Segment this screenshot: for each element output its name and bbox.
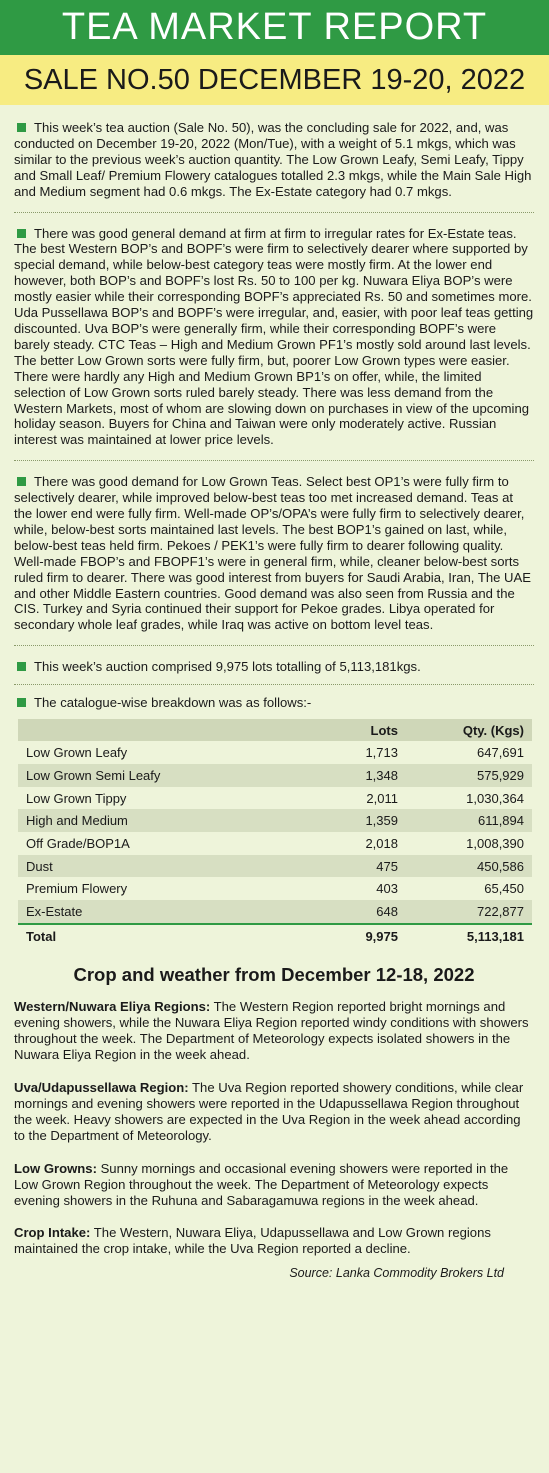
header-lots: Lots — [280, 719, 406, 741]
square-bullet-icon — [17, 477, 26, 486]
table-header-row — [18, 719, 532, 741]
square-bullet-icon — [17, 123, 26, 132]
dotted-divider — [14, 212, 534, 213]
table-total-row: Total 9,975 5,113,181 — [18, 924, 532, 948]
header-qty: Qty. (Kgs) — [406, 719, 532, 741]
table-row: High and Medium 1,359 611,894 — [18, 809, 532, 832]
crop-weather-heading: Crop and weather from December 12-18, 2022 — [73, 964, 475, 986]
table-row: Low Grown Semi Leafy 1,348 575,929 — [18, 764, 532, 787]
table-row: Ex-Estate 648 722,877 — [18, 900, 532, 924]
paragraph-low-grown: There was good demand for Low Grown Teas. Select best OP1’s were fully firm to selectively dearer, while improved below-best teas too met increased demand. Teas at the lower end were fully firm. Well-made OP’s/OPA’s were fully firm to selectively dearer, while, below-best sorts maintained last levels. The best BOP1’s gained on last, while, below-best teas held firm. Pekoes / PEK1’s were fully firm to dearer following quality. Well-made FBOP’s and FBOPF1’s were in general firm, while, cleaner below-best sorts ruled firm to dearer. There was good interest from buyers for Saudi Arabia, Iran, The UAE and other Middle Eastern countries. Good demand was also seen from Russia and the CIS. Turkey and Syria continued their support for Pekoe grades. Libya operated for secondary whole leaf grades, while Iraq was active on bottom level teas. — [14, 474, 531, 633]
table-row: Low Grown Tippy 2,011 1,030,364 — [26, 790, 524, 806]
auction-summary: This week’s auction comprised 9,975 lots totalling of 5,113,181kgs. — [14, 659, 534, 675]
catalogue-breakdown-table — [18, 719, 532, 947]
sale-subtitle: SALE NO.50 DECEMBER 19-20, 2022 — [0, 55, 549, 105]
table-row: Dust 475 450,586 — [18, 855, 532, 878]
dotted-divider — [14, 460, 534, 461]
square-bullet-icon — [17, 229, 26, 238]
table-row: Premium Flowery 403 65,450 — [26, 881, 524, 897]
paragraph-ex-estate: There was good general demand at firm at firm to irregular rates for Ex-Estate teas. The best Western BOP’s and BOPF’s were firm to selectively dearer where supported by special demand, while below-best category teas were mostly firm. At the lower end however, both BOP’s and BOPF’s lost Rs. 50 to 100 per kg. Nuwara Eliya BOP’s were mostly easier while their corresponding BOPF’s appreciated Rs. 50 and sometimes more. Uda Pussellawa BOP’s and BOPF’s were irregular, and, easier, with poor leaf teas getting discounted. Uva BOP’s were generally firm, while their corresponding BOPF’s were barely steady. CTC Teas – High and Medium Grown PF1’s mostly sold around last levels. The better Low Grown sorts were fully firm, but, poorer Low Grown types were easier. There were hardly any High and Medium Grown BP1’s on offer, while, the limited selection of Low Grown sorts ruled barely steady. There was less demand from the Western Markets, most of whom are slowing down on purchases in view of the upcoming holiday season. Buyers for China and Taiwan were only moderately active. Russian interest was maintained at lower price levels. — [14, 225, 534, 448]
square-bullet-icon — [17, 662, 26, 671]
square-bullet-icon — [17, 698, 26, 707]
source-credit: Source: Lanka Commodity Brokers Ltd — [289, 1266, 504, 1281]
header-catalogue — [18, 719, 280, 741]
table-row: Off Grade/BOP1A 2,018 1,008,390 — [26, 835, 524, 851]
report-body — [14, 120, 534, 1280]
dotted-divider — [14, 684, 534, 685]
crop-western-nuwara-eliya: Western/Nuwara Eliya Regions: The Western Region reported bright mornings and evening showers, while the Nuwara Eliya Region reported windy conditions with showers throughout the week. The Department of Meteorology expects isolated showers in the Nuwara Eliya Region in the week ahead. — [14, 999, 529, 1063]
dotted-divider — [14, 645, 534, 646]
paragraph-sale-overview: This week’s tea auction (Sale No. 50), was the concluding sale for 2022, and, was conducted on December 19-20, 2022 (Mon/Tue), with a weight of 5.1 mkgs, which was similar to the previous week’s auction quantity. The Low Grown Leafy, Semi Leafy, Tippy and Small Leaf/ Premium Flowery catalogues totalled 2.3 mkgs, while the Main Sale High and Medium segment had 0.6 mkgs. The Ex-Estate category had 0.7 mkgs. — [14, 120, 532, 199]
breakdown-intro: The catalogue-wise breakdown was as follows:- — [14, 695, 534, 711]
table-row: Low Grown Leafy 1,713 647,691 — [26, 745, 524, 761]
crop-intake: Crop Intake: The Western, Nuwara Eliya, Udapussellawa and Low Grown regions maintained the crop intake, while the Uva Region reported a decline. — [14, 1225, 491, 1257]
crop-uva-udapussellawa: Uva/Udapussellawa Region: The Uva Region reported showery conditions, while clear mornings and evening showers were reported in the Udapussellawa Region throughout the week. Heavy showers are expected in the Uva Region in the week ahead according to the Department of Meteorology. — [14, 1080, 524, 1143]
crop-low-growns: Low Growns: Sunny mornings and occasional evening showers were reported in the Low Grown Region throughout the week. The Department of Meteorology expects evening showers in the Ruhuna and Sabaragamuwa regions in the week ahead. — [14, 1160, 509, 1208]
report-title: TEA MARKET REPORT — [0, 0, 549, 55]
